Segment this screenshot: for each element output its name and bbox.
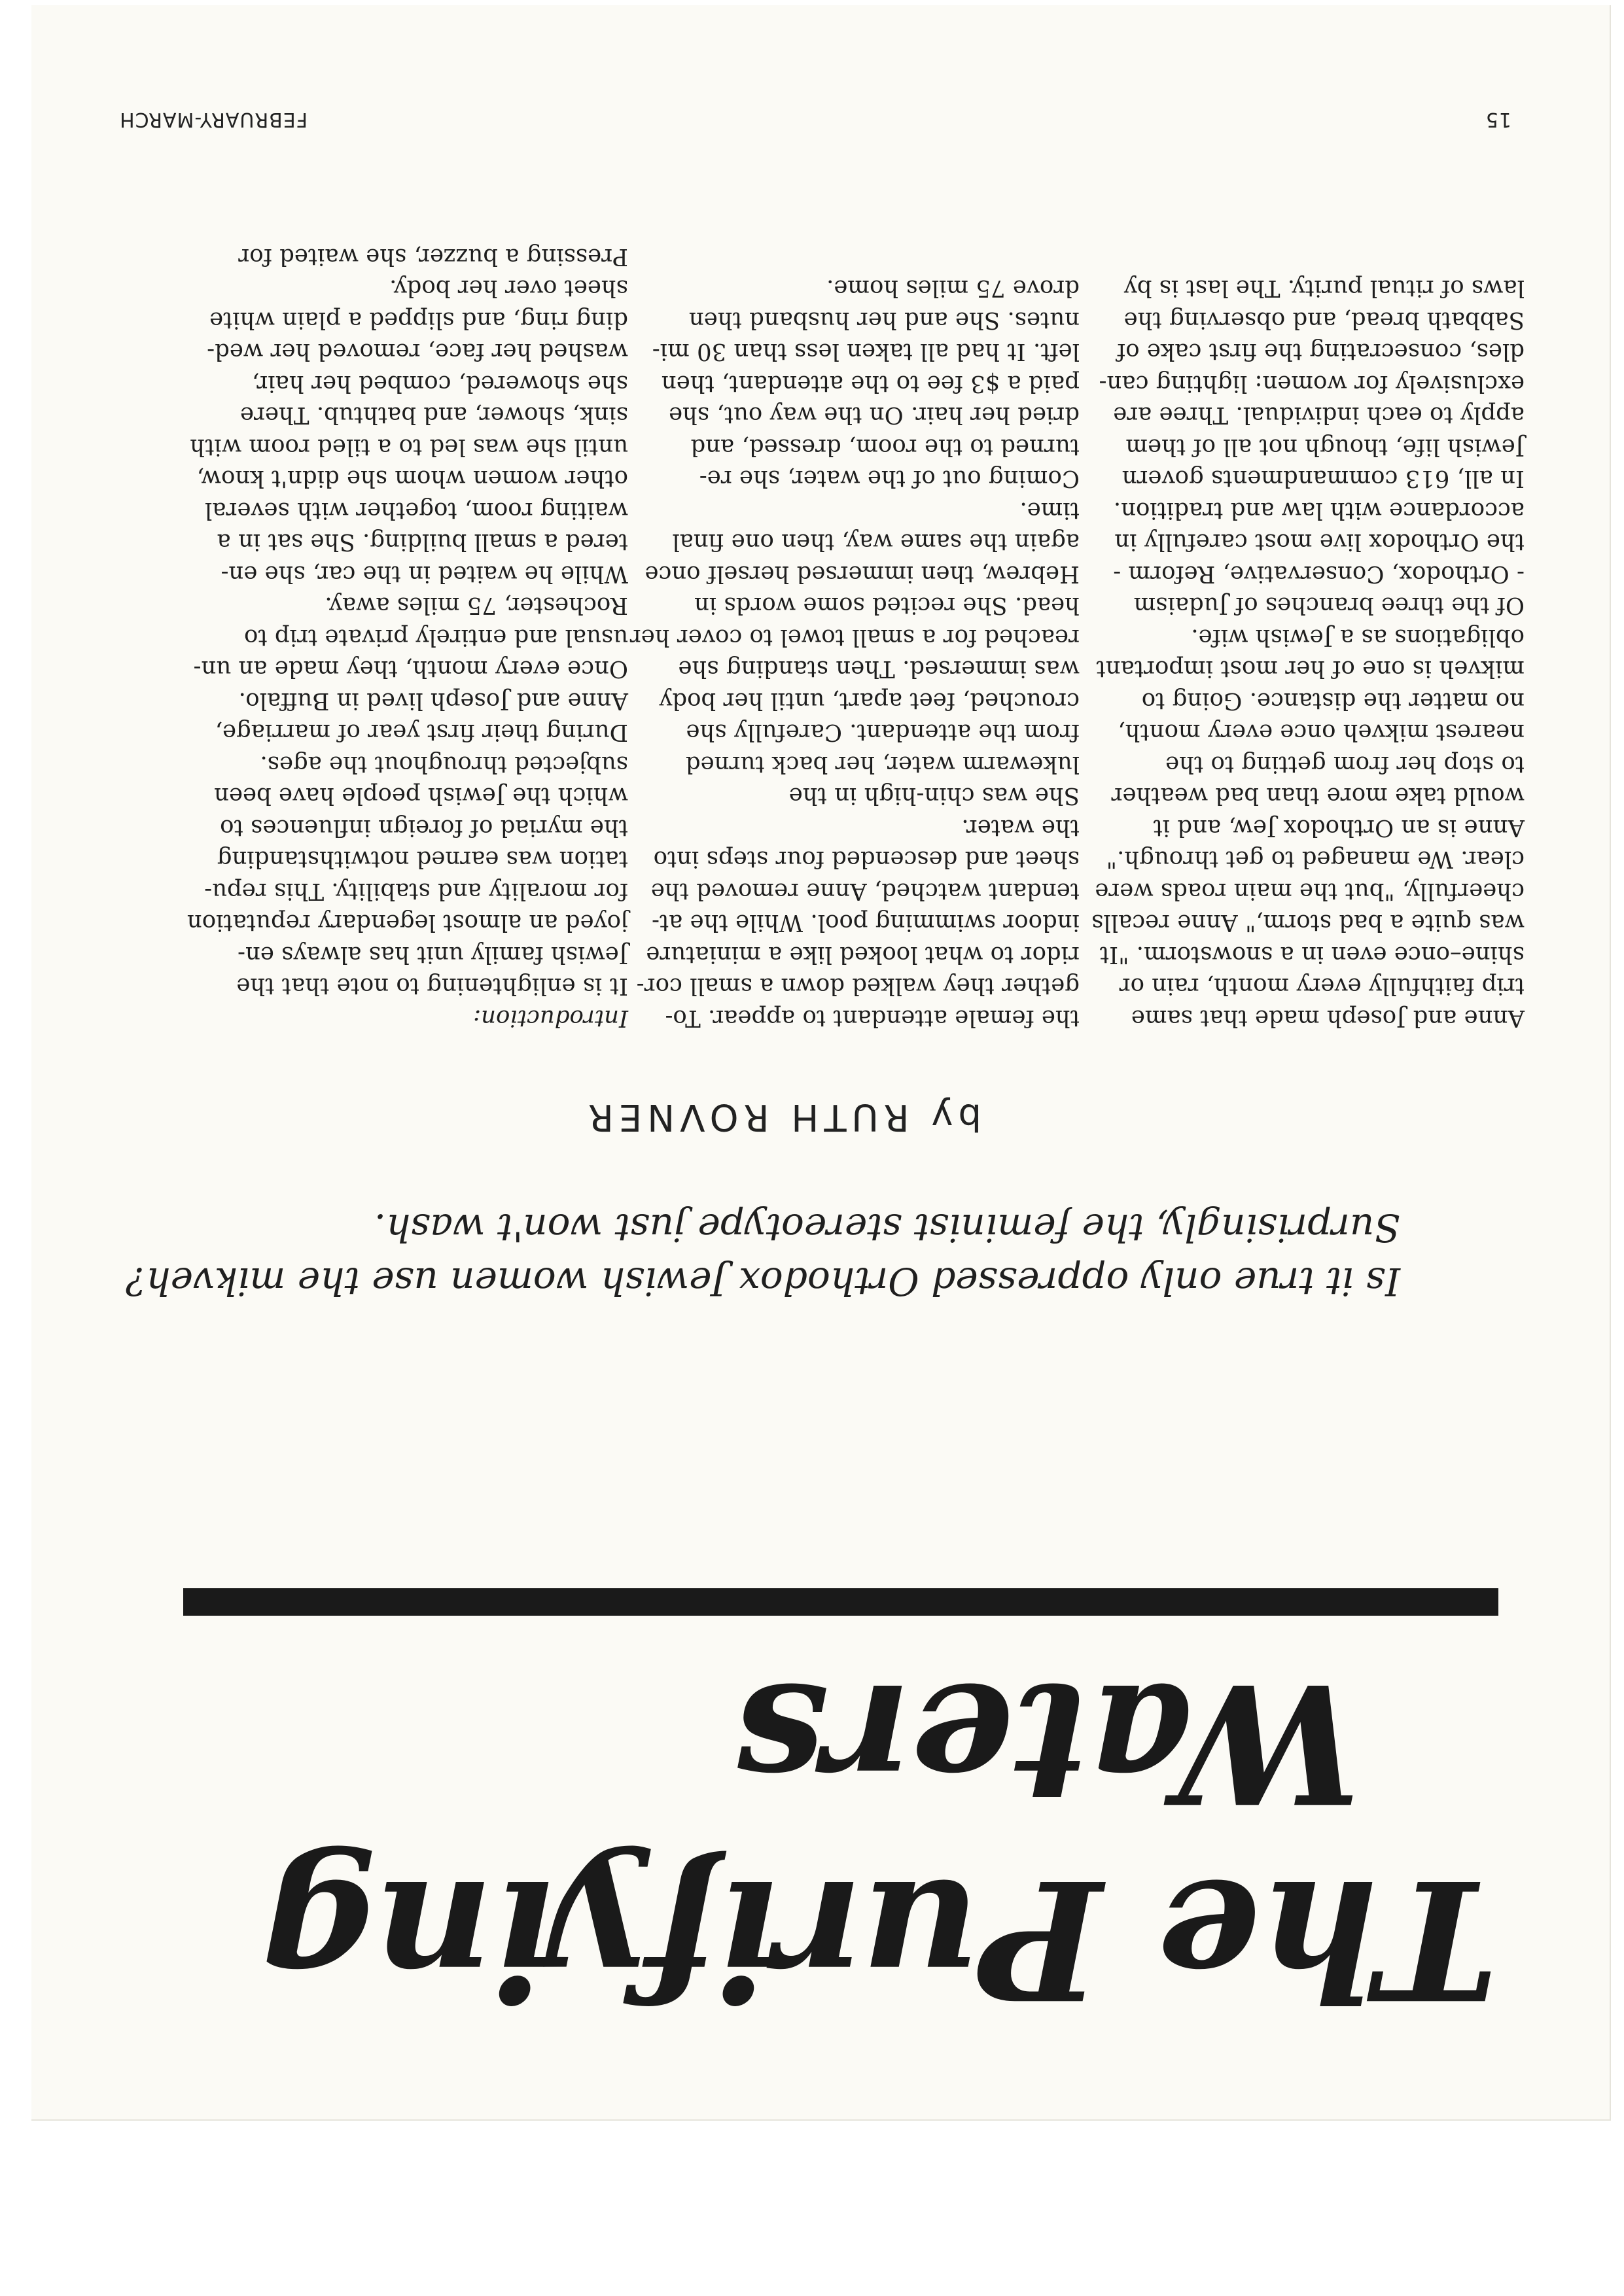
text-line: Rochester, 75 miles away. [325, 592, 628, 619]
article-deck [124, 1201, 1400, 1308]
column-1 [1091, 272, 1525, 1034]
text-line: Anne and Joseph lived in Buffalo. [238, 687, 628, 714]
text-line: She was chin-high in the [788, 782, 1080, 810]
text-line: usual and entirely private trip to [243, 624, 628, 651]
text-line: gether they walked down a small cor- [636, 973, 1080, 1000]
page-content-upside-down [31, 5, 1610, 2119]
text-line: tation was earned notwithstanding [217, 846, 628, 873]
text-line: obligations as a Jewish wife. [1191, 624, 1525, 651]
text-line: In all, 613 commandments govern [1121, 465, 1525, 493]
text-line: nearest mikveh once every month, [1118, 719, 1525, 746]
text-line: Jewish life, though not all of them [1125, 434, 1525, 461]
text-line: sheet over her body. [389, 275, 628, 302]
text-line: paid a $3 fee to the attendant, then [661, 370, 1080, 397]
article-title-line-2: Waters [735, 1647, 1361, 1839]
text-line: she showered, combed her hair, [251, 370, 628, 397]
text-line: the water. [961, 814, 1080, 841]
text-line: cheerfully, "but the main roads were [1095, 878, 1525, 905]
text-line: tered a small building. She sat in a [217, 529, 628, 556]
text-line: tendant watched, Anne removed the [650, 878, 1080, 905]
title-rule [183, 1588, 1498, 1616]
text-line: mikveh is one of her most important [1096, 655, 1525, 683]
text-line: clear. We managed to get through." [1106, 846, 1525, 873]
text-line: During their first year of marriage, [215, 719, 628, 746]
text-line: Anne and Joseph made that same [1131, 1005, 1525, 1032]
text-line: was quite a bad storm," Anne recalls [1091, 909, 1525, 937]
text-line: joyed an almost legendary reputation [186, 909, 628, 937]
text-line: lukewarm water, her back turned [685, 751, 1080, 778]
deck-line-2: Surprisingly, the feminist stereotype just won't wash. [374, 1206, 1400, 1250]
text-line: ding ring, and slipped a plain white [209, 307, 628, 334]
text-line: While he waited in the car, she en- [221, 561, 628, 587]
text-line: left. It had all taken less than 30 mi- [652, 338, 1080, 366]
text-line: would take more than bad weather [1111, 782, 1525, 810]
text-line: subjected throughout the ages. [260, 751, 628, 778]
text-line: for morality and stability. This repu- [204, 878, 628, 905]
text-line: sheet and descended four steps into [653, 846, 1080, 873]
text-line: nutes. She and her husband then [688, 307, 1080, 334]
text-line: apply to each individual. Three are [1113, 402, 1525, 429]
text-line: which the Jewish people have been [214, 782, 628, 810]
text-line: to stop her from getting to the [1165, 751, 1525, 778]
text-line: crouched, feet apart, until her body [659, 687, 1080, 714]
text-line: until she was led to a tiled room with [190, 434, 628, 461]
text-line: was immersed. Then standing she [678, 655, 1080, 683]
scanned-page [31, 5, 1611, 2121]
text-line: dles, consecrating the first cake of [1117, 338, 1525, 366]
issue-date: FEBRUARY-MARCH [119, 108, 308, 131]
text-line: dried her hair. On the way out, she [669, 402, 1080, 429]
text-line: Of the three branches of Judaism [1133, 592, 1525, 619]
text-line: the female attendant to appear. To- [665, 1005, 1080, 1032]
text-line: washed her face, removed her wed- [207, 338, 628, 366]
text-line: accordance with law and tradition. [1113, 497, 1525, 524]
text-line: Jewish family unit has always en- [237, 941, 628, 968]
text-line: time. [1019, 497, 1080, 524]
text-line: shine–once even in a snowstorm. "It [1099, 941, 1525, 968]
text-line: waiting room, together with several [204, 497, 628, 524]
text-line: from the attendant. Carefully she [686, 719, 1080, 746]
text-line: other women whom she didn't know, [196, 465, 628, 493]
column-2 [629, 272, 1080, 1034]
text-line: laws of ritual purity. The last is by [1123, 275, 1525, 302]
column-3 [186, 241, 628, 1034]
text-line: Anne is an Orthodox Jew, and it [1153, 814, 1525, 841]
byline: by RUTH ROVNER [583, 1096, 981, 1138]
text-line: turned to the room, dressed, and [690, 434, 1080, 461]
text-line: Coming out of the water, she re- [699, 465, 1080, 493]
text-line: Sabbath bread, and observing the [1123, 307, 1525, 334]
text-line: - Orthodox, Conservative, Reform - [1113, 561, 1525, 587]
text-line: It is enlightening to note that the [236, 973, 628, 1000]
text-line: no matter the distance. Going to [1141, 687, 1525, 714]
page-number: 15 [1485, 108, 1511, 131]
text-line: the Orthodox live most carefully in [1114, 529, 1525, 556]
text-line: Hebrew, then immersed herself once [644, 561, 1080, 587]
text-line: ridor to what looked like a miniature [646, 941, 1080, 968]
text-line: sink, shower, and bathtub. There [239, 402, 628, 429]
deck-line-1: Is it true only oppressed Orthodox Jewish women use the mikveh? [126, 1259, 1400, 1304]
text-line: indoor swimming pool. While the at- [651, 909, 1080, 937]
text-line: reached for a small towel to cover her [629, 624, 1080, 651]
text-line: drove 75 miles home. [826, 275, 1080, 302]
introduction-label: Introduction: [473, 1005, 628, 1032]
article-title-line-1: The Purifying [262, 1843, 1498, 2036]
text-line: Pressing a buzzer, she waited for [238, 243, 628, 270]
text-line: trip faithfully every month, rain or [1119, 973, 1525, 1000]
text-line: exclusively for women: lighting can- [1099, 370, 1525, 397]
text-line: again the same way, then one final [672, 529, 1080, 556]
text-line: Once every month, they made an un- [193, 655, 628, 683]
text-line: head. She recited some words in [694, 592, 1080, 619]
text-line: the myriad of foreign influences to [220, 814, 628, 841]
